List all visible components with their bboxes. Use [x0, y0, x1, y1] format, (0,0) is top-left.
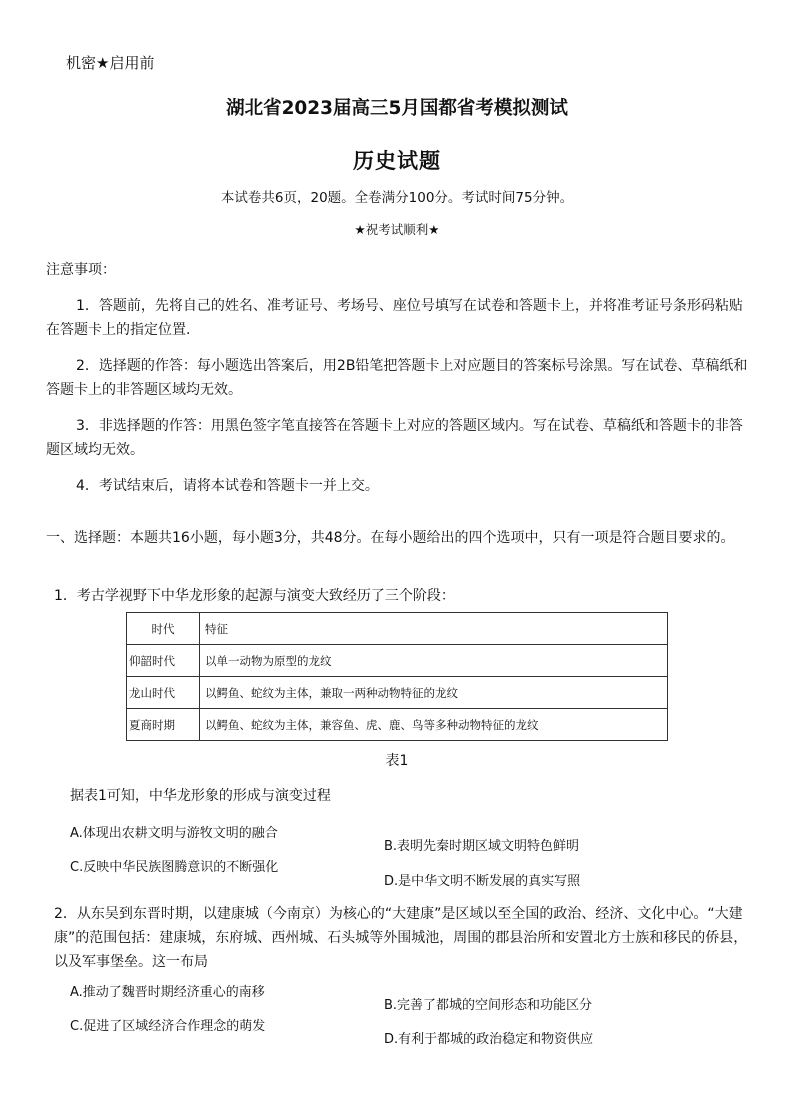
- table-row: [127, 677, 668, 709]
- q2-option-b[interactable]: B.完善了都城的空间形态和功能区分: [384, 998, 593, 1013]
- q2-option-a[interactable]: A.推动了魏晋时期经济重心的南移: [70, 985, 265, 1000]
- notice-item-1: 1．答题前，先将自己的姓名、准考证号、考场号、座位号填写在试卷和答题卡上，并将准考证号条形码粘贴在答题卡上的指定位置.: [46, 298, 743, 338]
- exam-title: 湖北省2023届高三5月国都省考模拟测试: [226, 98, 568, 119]
- table-header-cell: 特征: [200, 613, 668, 645]
- good-luck-line: ★祝考试顺利★: [354, 222, 440, 237]
- table-caption: 表1: [385, 753, 409, 769]
- notice-item-2: 2．选择题的作答：每小题选出答案后，用2B铅笔把答题卡上对应题目的答案标号涂黑。写在试卷、草稿纸和答题卡上的非答题区域均无效。: [46, 358, 748, 398]
- notice-item-3: 3．非选择题的作答：用黑色签字笔直接答在答题卡上对应的答题区域内。写在试卷、草稿纸和答题卡的非答题区域均无效。: [46, 418, 743, 458]
- q2-option-c[interactable]: C.促进了区域经济合作理念的萌发: [70, 1019, 266, 1034]
- q1-option-c[interactable]: C.反映中华民族图腾意识的不断强化: [70, 860, 279, 875]
- table-header-row: [127, 613, 668, 645]
- table-cell: 龙山时代: [127, 677, 200, 709]
- q1-option-a[interactable]: A.体现出农耕文明与游牧文明的融合: [70, 826, 278, 841]
- q2-option-d[interactable]: D.有利于都城的政治稳定和物资供应: [384, 1032, 594, 1047]
- table-row: [127, 645, 668, 677]
- table-cell: 以单一动物为原型的龙纹: [200, 645, 668, 677]
- table-header-cell: 时代: [127, 613, 200, 645]
- table-row: [127, 709, 668, 741]
- table-cell: 以鳄鱼、蛇纹为主体，兼容鱼、虎、鹿、鸟等多种动物特征的龙纹: [200, 709, 668, 741]
- q2-stem: 2．从东吴到东晋时期，以建康城（今南京）为核心的“大建康”是区域以至全国的政治、经济、文化中心。“大建康”的范围包括：建康城，东府城、西州城、石头城等外围城池，周围的郡县治所和安置北方士族和移民的侨县，以及军事堡垒。这一布局: [54, 906, 748, 970]
- notice-heading: 注意事项：: [46, 262, 116, 278]
- section-heading: 一、选择题：本题共16小题，每小题3分，共48分。在每小题给出的四个选项中，只有一项是符合题目要求的。: [46, 530, 735, 546]
- notice-item-4: 4．考试结束后，请将本试卷和答题卡一并上交。: [76, 478, 379, 494]
- table-cell: 仰韶时代: [127, 645, 200, 677]
- confidential-mark: 机密★启用前: [66, 54, 155, 72]
- q1-question: 据表1可知，中华龙形象的形成与演变过程: [70, 788, 331, 804]
- q1-table: [126, 612, 668, 741]
- q1-option-d[interactable]: D.是中华文明不断发展的真实写照: [384, 874, 581, 889]
- q1-stem: 1．考古学视野下中华龙形象的起源与演变大致经历了三个阶段：: [54, 588, 455, 604]
- q1-option-b[interactable]: B.表明先秦时期区域文明特色鲜明: [384, 839, 580, 854]
- table-cell: 夏商时期: [127, 709, 200, 741]
- exam-info: 本试卷共6页，20题。全卷满分100分。考试时间75分钟。: [220, 190, 574, 206]
- subject-title: 历史试题: [353, 149, 441, 173]
- table-cell: 以鳄鱼、蛇纹为主体，兼取一两种动物特征的龙纹: [200, 677, 668, 709]
